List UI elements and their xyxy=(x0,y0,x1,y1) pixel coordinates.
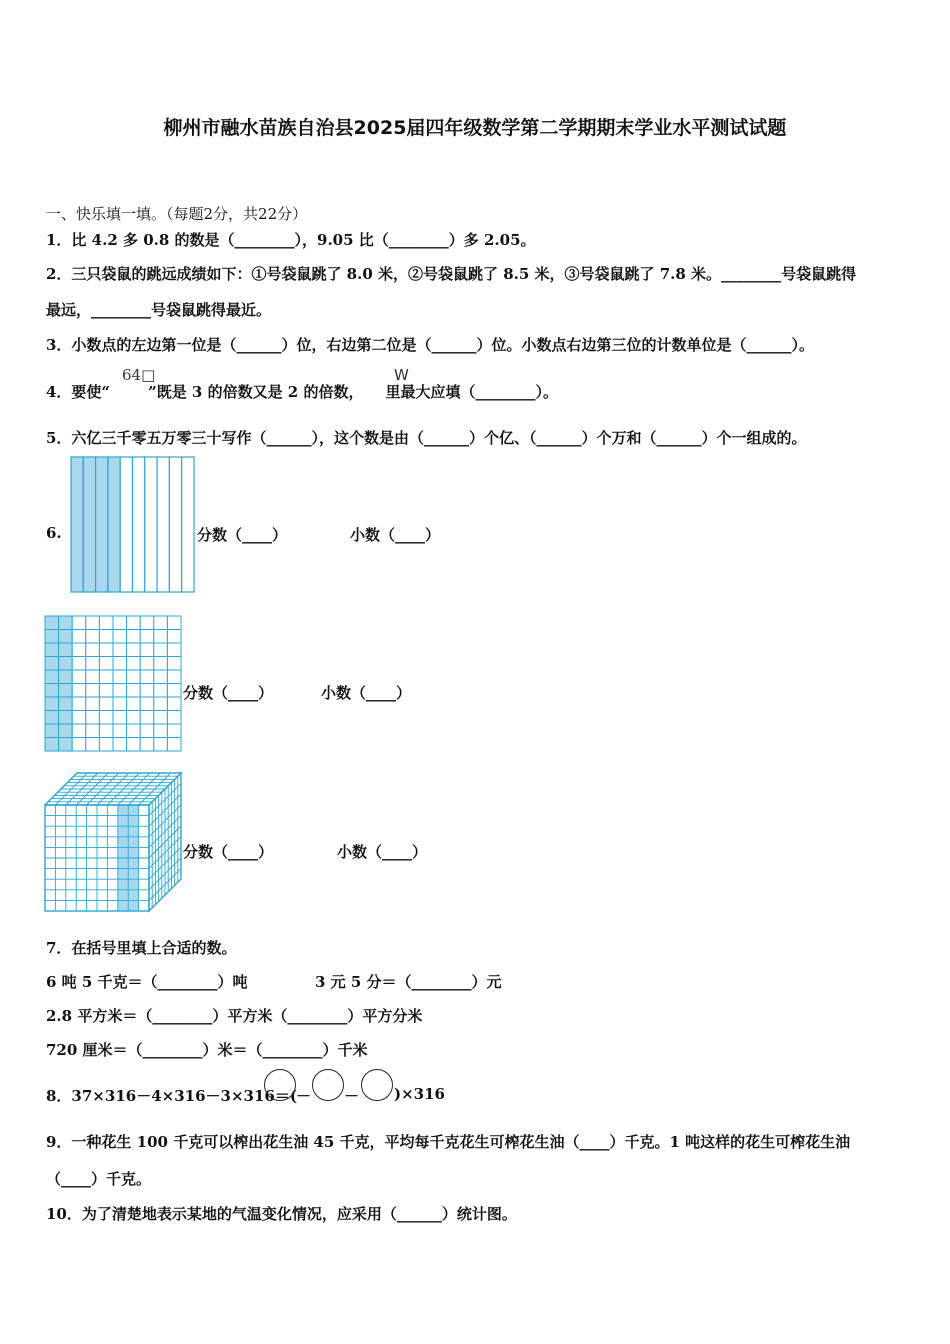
fig2-decimal: 小数（____） xyxy=(321,684,412,702)
grid-cell xyxy=(86,670,100,684)
q7-row3: 720 厘米＝（________）米＝（________）千米 xyxy=(46,1041,368,1059)
grid-cell xyxy=(140,697,154,711)
grid-cell xyxy=(72,684,86,698)
grid-cell xyxy=(113,630,127,644)
question-1: 1．比 4.2 多 0.8 的数是（________），9.05 比（________）多 2.05。 xyxy=(46,231,536,249)
strip-cell xyxy=(182,457,194,592)
grid-cell xyxy=(59,697,73,711)
grid-cell xyxy=(59,643,73,657)
grid-cell xyxy=(86,616,100,630)
grid-cell xyxy=(86,738,100,752)
fig1-fraction: 分数（____） xyxy=(197,526,288,544)
question-9-line2: （____）千克。 xyxy=(46,1170,152,1188)
grid-cell xyxy=(127,684,141,698)
grid-cell xyxy=(113,657,127,671)
q7-row1a: 6 吨 5 千克＝（________）吨 xyxy=(46,973,248,991)
grid-cell xyxy=(127,657,141,671)
grid-cell xyxy=(113,711,127,725)
grid-cell xyxy=(59,711,73,725)
grid-cell xyxy=(140,724,154,738)
grid-cell xyxy=(99,616,113,630)
grid-cell xyxy=(127,670,141,684)
grid-cell xyxy=(86,643,100,657)
grid-cell xyxy=(127,630,141,644)
grid-cell xyxy=(167,630,181,644)
grid-cell xyxy=(127,711,141,725)
grid-cell xyxy=(45,657,59,671)
question-10: 10．为了清楚地表示某地的气温变化情况，应采用（______）统计图。 xyxy=(46,1205,517,1223)
grid-cell xyxy=(86,697,100,711)
grid-cell xyxy=(113,684,127,698)
grid-cell xyxy=(45,738,59,752)
q4-mid: ”既是 3 的倍数又是 2 的倍数， xyxy=(148,383,364,401)
grid-cell xyxy=(154,724,168,738)
grid-cell xyxy=(45,643,59,657)
grid-cell xyxy=(127,616,141,630)
grid-cell xyxy=(99,711,113,725)
q4-pre: 4．要使“ xyxy=(46,383,111,401)
strip-cell xyxy=(83,457,95,592)
figure-thousand-cube xyxy=(44,772,184,914)
q8-minus-1: － xyxy=(296,1087,312,1105)
question-9-line1: 9．一种花生 100 千克可以榨出花生油 45 千克，平均每千克花生可榨花生油（____）千克。1 吨这样的花生可榨花生油 xyxy=(46,1133,851,1151)
grid-cell xyxy=(140,616,154,630)
figure-tenths-strip xyxy=(70,456,196,594)
grid-cell xyxy=(59,657,73,671)
grid-cell xyxy=(99,724,113,738)
grid-cell xyxy=(45,724,59,738)
grid-cell xyxy=(86,711,100,725)
grid-cell xyxy=(45,684,59,698)
fig2-fraction: 分数（____） xyxy=(183,684,274,702)
grid-cell xyxy=(72,643,86,657)
grid-cell xyxy=(154,616,168,630)
grid-cell xyxy=(72,630,86,644)
page-title: 柳州市融水苗族自治县2025届四年级数学第二学期期末学业水平测试试题 xyxy=(163,117,787,139)
grid-cell xyxy=(59,670,73,684)
grid-cell xyxy=(72,657,86,671)
section-heading: 一、快乐填一填。（每题2分，共22分） xyxy=(46,205,308,223)
strip-cell xyxy=(108,457,120,592)
grid-cell xyxy=(140,738,154,752)
grid-cell xyxy=(140,684,154,698)
question-3: 3．小数点的左边第一位是（______）位，右边第二位是（______）位。小数点右边第三位的计数单位是（______）。 xyxy=(46,336,814,354)
strip-cell xyxy=(120,457,132,592)
question-2-line2: 最远，________号袋鼠跳得最近。 xyxy=(46,301,272,319)
grid-cell xyxy=(99,697,113,711)
grid-cell xyxy=(86,724,100,738)
grid-cell xyxy=(59,630,73,644)
strip-cell xyxy=(169,457,181,592)
fig3-fraction: 分数（____） xyxy=(183,843,274,861)
q7-row1b: 3 元 5 分＝（________）元 xyxy=(315,973,502,991)
grid-cell xyxy=(45,670,59,684)
figure-hundred-grid xyxy=(44,615,184,753)
grid-cell xyxy=(72,724,86,738)
q8-pre: 8．37×316－4×316－3×316＝( xyxy=(46,1087,297,1105)
question-6-number: 6. xyxy=(46,524,62,542)
grid-cell xyxy=(154,738,168,752)
grid-cell xyxy=(140,670,154,684)
grid-cell xyxy=(113,724,127,738)
grid-cell xyxy=(113,643,127,657)
grid-cell xyxy=(167,643,181,657)
grid-cell xyxy=(72,711,86,725)
strip-cell xyxy=(71,457,83,592)
q8-blank-circle-1[interactable] xyxy=(264,1069,296,1101)
strip-cell xyxy=(96,457,108,592)
grid-cell xyxy=(59,724,73,738)
strip-cell xyxy=(145,457,157,592)
strip-cell xyxy=(157,457,169,592)
grid-cell xyxy=(99,657,113,671)
q7-row2: 2.8 平方米＝（________）平方米（________）平方分米 xyxy=(46,1007,423,1025)
grid-cell xyxy=(140,643,154,657)
grid-cell xyxy=(167,711,181,725)
grid-cell xyxy=(72,616,86,630)
grid-cell xyxy=(140,711,154,725)
grid-cell xyxy=(45,711,59,725)
grid-cell xyxy=(113,738,127,752)
grid-cell xyxy=(45,697,59,711)
grid-cell xyxy=(99,630,113,644)
strip-cell xyxy=(133,457,145,592)
grid-cell xyxy=(167,657,181,671)
question-2-line1: 2．三只袋鼠的跳远成绩如下：①号袋鼠跳了 8.0 米，②号袋鼠跳了 8.5 米，③号袋鼠跳了 7.8 米。________号袋鼠跳得 xyxy=(46,265,857,283)
grid-cell xyxy=(127,697,141,711)
grid-cell xyxy=(99,684,113,698)
grid-cell xyxy=(59,738,73,752)
grid-cell xyxy=(167,738,181,752)
grid-cell xyxy=(86,630,100,644)
grid-cell xyxy=(167,670,181,684)
grid-cell xyxy=(72,738,86,752)
question-7: 7．在括号里填上合适的数。 xyxy=(46,939,237,957)
grid-cell xyxy=(140,657,154,671)
grid-cell xyxy=(113,616,127,630)
grid-cell xyxy=(167,724,181,738)
grid-cell xyxy=(154,697,168,711)
grid-cell xyxy=(154,643,168,657)
grid-cell xyxy=(45,616,59,630)
grid-cell xyxy=(86,657,100,671)
fig1-decimal: 小数（____） xyxy=(350,526,441,544)
grid-cell xyxy=(154,670,168,684)
q8-blank-circle-3[interactable] xyxy=(361,1069,393,1101)
grid-cell xyxy=(167,684,181,698)
grid-cell xyxy=(59,684,73,698)
q8-post: )×316 xyxy=(394,1085,445,1103)
grid-cell xyxy=(113,670,127,684)
grid-cell xyxy=(167,616,181,630)
grid-cell xyxy=(127,643,141,657)
grid-cell xyxy=(99,670,113,684)
grid-cell xyxy=(72,697,86,711)
question-4 xyxy=(46,381,558,402)
q8-blank-circle-2[interactable] xyxy=(312,1069,344,1101)
fig3-decimal: 小数（____） xyxy=(337,843,428,861)
grid-cell xyxy=(127,724,141,738)
grid-cell xyxy=(72,670,86,684)
grid-cell xyxy=(99,738,113,752)
question-5: 5．六亿三千零五万零三十写作（______），这个数是由（______）个亿、（______）个万和（______）个一组成的。 xyxy=(46,429,807,447)
q4-sup-number: 64□ xyxy=(122,366,156,384)
grid-cell xyxy=(167,697,181,711)
q8-minus-2: － xyxy=(344,1087,360,1105)
grid-cell xyxy=(154,630,168,644)
grid-cell xyxy=(113,697,127,711)
grid-cell xyxy=(45,630,59,644)
grid-cell xyxy=(127,738,141,752)
grid-cell xyxy=(99,643,113,657)
grid-cell xyxy=(59,616,73,630)
q4-post: 里最大应填（________）。 xyxy=(385,383,558,401)
grid-cell xyxy=(154,711,168,725)
grid-cell xyxy=(154,657,168,671)
grid-cell xyxy=(154,684,168,698)
grid-cell xyxy=(140,630,154,644)
grid-cell xyxy=(86,684,100,698)
q4-sup-symbol: W xyxy=(394,366,409,384)
